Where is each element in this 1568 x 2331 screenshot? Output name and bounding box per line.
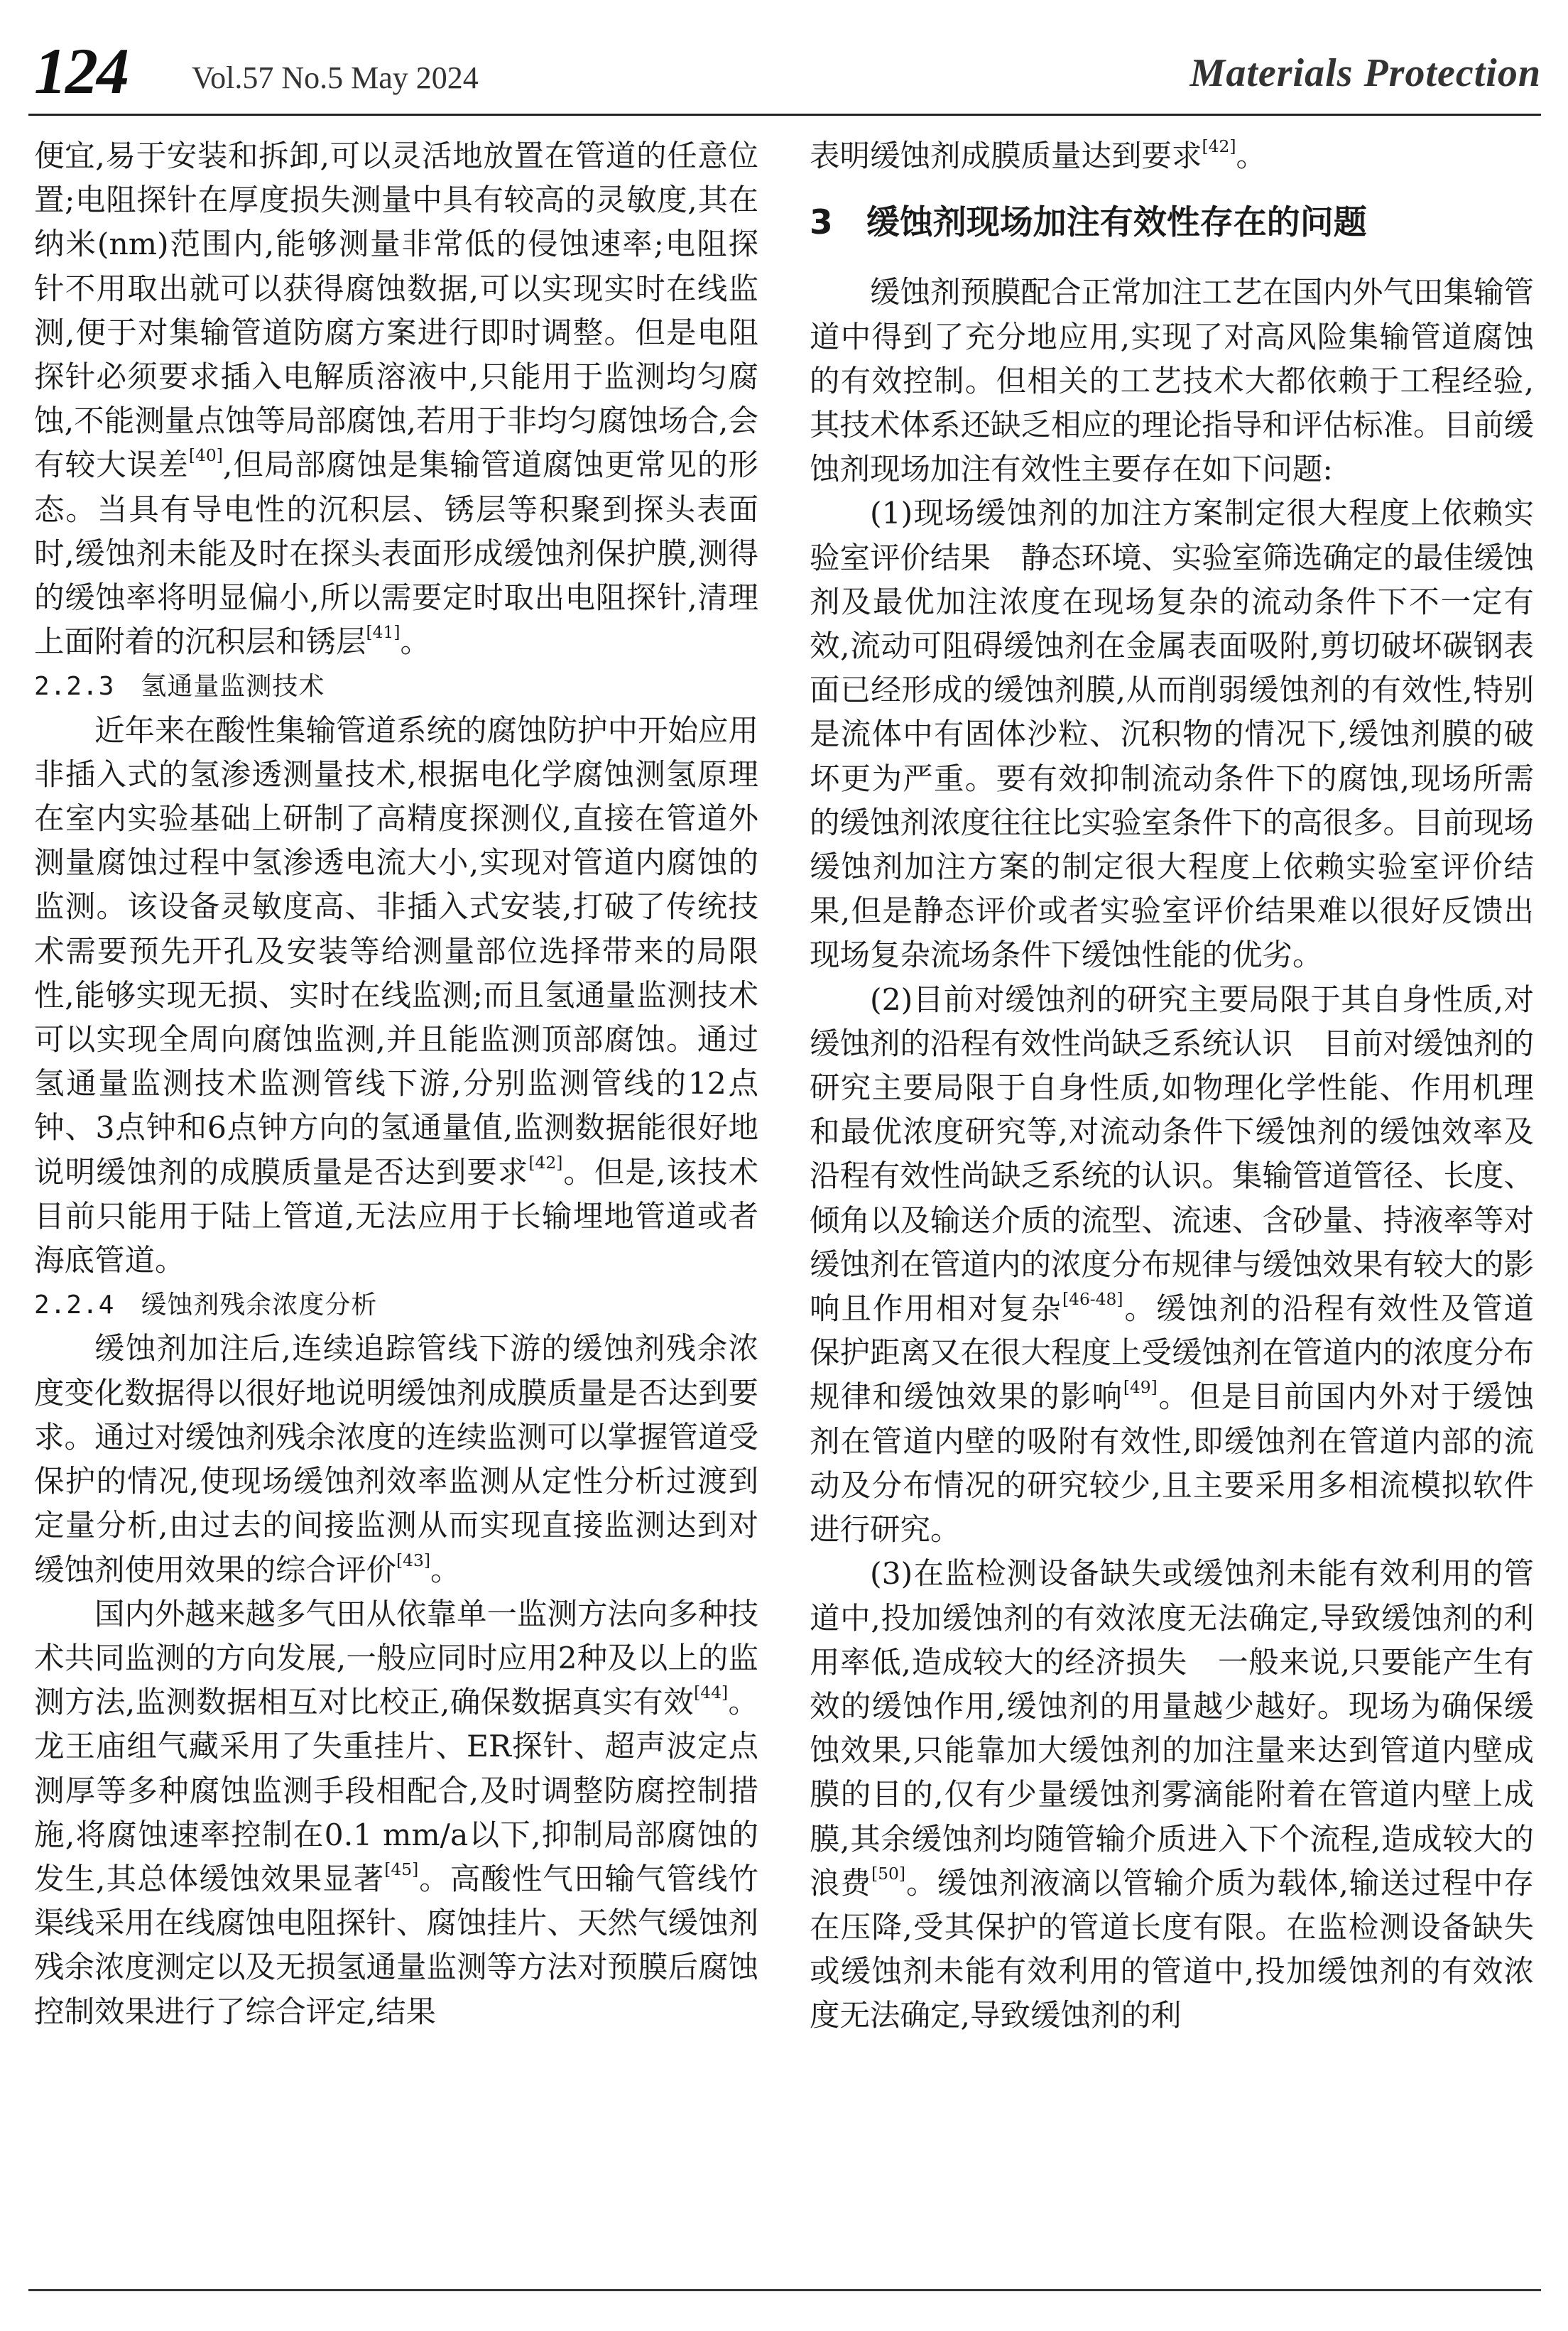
citation: [40] <box>188 445 223 466</box>
right-column <box>810 135 1534 2039</box>
citation: [45] <box>384 1859 419 1880</box>
page-header <box>28 36 1541 107</box>
subsection-heading-2-2-4: 2.2.4 缓蚀剂残余浓度分析 <box>34 1291 378 1320</box>
volume-info: Vol.57 No.5 May 2024 <box>192 60 479 95</box>
paragraph-hydrogen-flux: 近年来在酸性集输管道系统的腐蚀防护中开始应用非插入式的氢渗透测量技术,根据电化学腐蚀测氢原理在室内实验基础上研制了高精度探测仪,直接在管道外测量腐蚀过程中氢渗透电流大小,实现对管道内腐蚀的监测。该设备灵敏度高、非插入式安装,打破了传统技术需要预先开孔及安装等给测量部位选择带来的局限性,能够实现无损、实时在线监测;而且氢通量监测技术可以实现全周向腐蚀监测,并且能监测顶部腐蚀。通过氢通量监测技术监测管线下游,分别监测管线的12点钟、3点钟和6点钟方向的氢通量值,监测数据能很好地说明缓蚀剂的成膜质量是否达到要求[42]。但是,该技术目前只能用于陆上管道,无法应用于长输埋地管道或者海底管道。 <box>34 713 759 1279</box>
paragraph-residual-concentration: 缓蚀剂加注后,连续追踪管线下游的缓蚀剂残余浓度变化数据得以很好地说明缓蚀剂成膜质量是否达到要求。通过对缓蚀剂残余浓度的连续监测可以掌握管道受保护的情况,使现场缓蚀剂效率监测从定性分析过渡到定量分析,由过去的间接监测从而实现直接监测达到对缓蚀剂使用效果的综合评价[43]。 <box>34 1332 759 1588</box>
citation: [42] <box>528 1152 563 1173</box>
citation: [41] <box>366 622 401 643</box>
citation: [46-48] <box>1062 1289 1123 1310</box>
journal-name: Materials Protection <box>1189 51 1541 95</box>
citation: [50] <box>871 1863 905 1884</box>
paragraph-problem-3: (3)在监检测设备缺失或缓蚀剂未能有效利用的管道中,投加缓蚀剂的有效浓度无法确定,导致缓蚀剂的利用率低,造成较大的经济损失 一般来说,只要能产生有效的缓蚀作用,缓蚀剂的用量越少越好。现场为确保缓蚀效果,只能靠加大缓蚀剂的加注量来达到管道内壁成膜的目的,仅有少量缓蚀剂雾滴能附着在管道内壁上成膜,其余缓蚀剂均随管输介质进入下个流程,造成较大的浪费[50]。缓蚀剂液滴以管输介质为载体,输送过程中存在压降,受其保护的管道长度有限。在监检测设备缺失或缓蚀剂未能有效利用的管道中,投加缓蚀剂的有效浓度无法确定,导致缓蚀剂的利 <box>810 1557 1534 2034</box>
subsection-heading-2-2-3: 2.2.3 氢通量监测技术 <box>34 672 325 702</box>
paragraph-combined-monitoring: 国内外越来越多气田从依靠单一监测方法向多种技术共同监测的方向发展,一般应同时应用2种及以上的监测方法,监测数据相互对比校正,确保数据真实有效[44]。龙王庙组气藏采用了失重挂片、ER探针、超声波定点测厚等多种腐蚀监测手段相配合,及时调整防腐控制措施,将腐蚀速率控制在0.1 mm/a以下,抑制局部腐蚀的发生,其总体缓蚀效果显著[45]。高酸性气田输气管线竹渠线采用在线腐蚀电阻探针、腐蚀挂片、天然气缓蚀剂残余浓度测定以及无损氢通量监测等方法对预膜后腐蚀控制效果进行了综合评定,结果 <box>34 1597 759 2030</box>
paragraph-problem-2: (2)目前对缓蚀剂的研究主要局限于其自身性质,对缓蚀剂的沿程有效性尚缺乏系统认识 目前对缓蚀剂的研究主要局限于自身性质,如物理化学性能、作用机理和最优浓度研究等,对流动条件下缓蚀剂的缓蚀效率及沿程有效性尚缺乏系统的认识。集输管道管径、长度、倾角以及输送介质的流型、流速、含砂量、持液率等对缓蚀剂在管道内的浓度分布规律与缓蚀效果有较大的影响且作用相对复杂[46-48]。缓蚀剂的沿程有效性及管道保护距离又在很大程度上受缓蚀剂在管道内的浓度分布规律和缓蚀效果的影响[49]。但是目前国内外对于缓蚀剂在管道内壁的吸附有效性,即缓蚀剂在管道内部的流动及分布情况的研究较少,且主要采用多相流模拟软件进行研究。 <box>810 982 1535 1548</box>
paragraph-problem-1: (1)现场缓蚀剂的加注方案制定很大程度上依赖实验室评价结果 静态环境、实验室筛选确定的最佳缓蚀剂及最优加注浓度在现场复杂的流动条件下不一定有效,流动可阻碍缓蚀剂在金属表面吸附,剪切破坏碳钢表面已经形成的缓蚀剂膜,从而削弱缓蚀剂的有效性,特别是流体中有固体沙粒、沉积物的情况下,缓蚀剂膜的破坏更为严重。要有效抑制流动条件下的腐蚀,现场所需的缓蚀剂浓度往往比实验室条件下的高很多。目前现场缓蚀剂加注方案的制定很大程度上依赖实验室评价结果,但是静态评价或者实验室评价结果难以很好反馈出现场复杂流场条件下缓蚀性能的优劣。 <box>810 496 1535 974</box>
page-number: 124 <box>34 35 128 107</box>
citation: [42] <box>1202 136 1236 157</box>
paragraph-resistance-probe: 便宜,易于安装和拆卸,可以灵活地放置在管道的任意位置;电阻探针在厚度损失测量中具有较高的灵敏度,其在纳米(nm)范围内,能够测量非常低的侵蚀速率;电阻探针不用取出就可以获得腐蚀数据,可以实现实时在线监测,便于对集输管道防腐方案进行即时调整。但是电阻探针必须要求插入电解质溶液中,只能用于监测均匀腐蚀,不能测量点蚀等局部腐蚀,若用于非均匀腐蚀场合,会有较大误差[40],但局部腐蚀是集输管道腐蚀更常见的形态。当具有导电性的沉积层、锈层等积聚到探头表面时,缓蚀剂未能及时在探头表面形成缓蚀剂保护膜,测得的缓蚀率将明显偏小,所以需要定时取出电阻探针,清理上面附着的沉积层和锈层[41]。 <box>34 139 758 661</box>
section-heading-3: 3 缓蚀剂现场加注有效性存在的问题 <box>810 203 1367 243</box>
header-rule <box>28 114 1541 116</box>
left-column <box>34 135 758 2035</box>
citation: [43] <box>396 1550 430 1570</box>
footer-rule <box>28 2289 1541 2291</box>
paragraph-continuation: 表明缓蚀剂成膜质量达到要求[42]。 <box>810 136 1266 174</box>
citation: [49] <box>1123 1377 1158 1398</box>
citation: [44] <box>694 1683 729 1703</box>
paragraph-section-intro: 缓蚀剂预膜配合正常加注工艺在国内外气田集输管道中得到了充分地应用,实现了对高风险集输管道腐蚀的有效控制。但相关的工艺技术大都依赖于工程经验,其技术体系还缺乏相应的理论指导和评估标准。目前缓蚀剂现场加注有效性主要存在如下问题: <box>810 276 1535 488</box>
